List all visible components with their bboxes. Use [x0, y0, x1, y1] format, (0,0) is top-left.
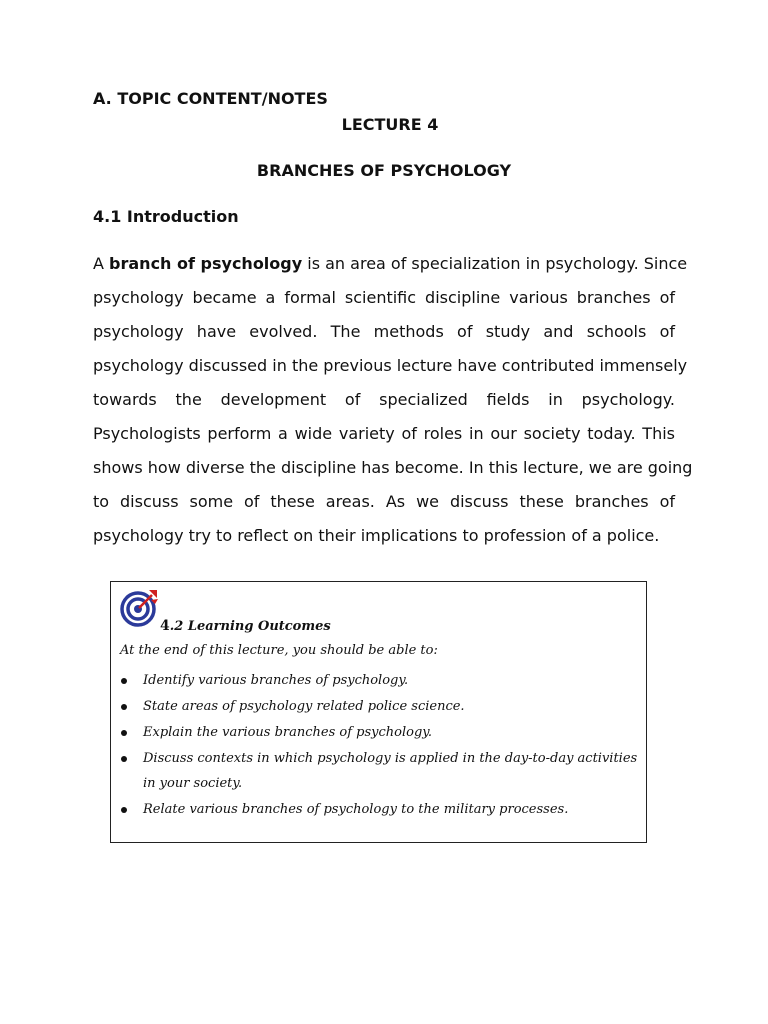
list-item: [120, 694, 640, 719]
bullet-icon: [121, 730, 127, 736]
paragraph-line: psychology discussed in the previous lecture have contributed immensely: [93, 356, 688, 375]
outcomes-intro: At the end of this lecture, you should be able to:: [120, 643, 438, 658]
list-item: [120, 797, 640, 822]
list-item: [120, 746, 640, 796]
paragraph-line: shows how diverse the discipline has become. In this lecture, we are going: [93, 458, 693, 477]
intro-paragraph: [93, 253, 693, 559]
paragraph-line: psychology have evolved. The methods of study and schools of: [93, 322, 675, 341]
bullet-icon: [121, 756, 127, 762]
paragraph-line: to discuss some of these areas. As we discuss these branches of: [93, 492, 675, 511]
outcomes-title-number: 4: [160, 618, 170, 634]
bullet-icon: [121, 678, 127, 684]
outcomes-title-text: .2 Learning Outcomes: [169, 619, 331, 634]
line-rest: is an area of specialization in psychology. Since: [302, 254, 688, 273]
lecture-label: LECTURE 4: [341, 115, 439, 134]
topic-heading: A. TOPIC CONTENT/NOTES: [93, 89, 328, 108]
bullet-icon: [121, 704, 127, 710]
outcomes-title: [160, 618, 331, 634]
bullet-icon: [121, 807, 127, 813]
paragraph-line: [93, 253, 688, 287]
list-item-text: Discuss contexts in which psychology is applied in the day-to-day activities in your society.: [143, 751, 638, 791]
section-heading: 4.1 Introduction: [93, 207, 239, 226]
list-item-text: Identify various branches of psychology.: [143, 673, 409, 688]
list-item-text: State areas of psychology related police science.: [143, 699, 465, 714]
outcomes-list: [120, 668, 640, 823]
bold-term: branch of psychology: [109, 254, 303, 273]
list-item: [120, 668, 640, 693]
list-item: [120, 720, 640, 745]
learning-outcomes-box: [110, 581, 647, 843]
paragraph-line: psychology try to reflect on their implications to profession of a police.: [93, 526, 660, 545]
line-lead: A: [93, 254, 110, 273]
list-item-text: Explain the various branches of psychology.: [143, 725, 433, 740]
list-item-text: Relate various branches of psychology to the military processes.: [143, 802, 569, 817]
page-title: BRANCHES OF PSYCHOLOGY: [256, 161, 512, 180]
paragraph-line: psychology became a formal scientific discipline various branches of: [93, 288, 675, 307]
target-icon: [120, 587, 160, 627]
paragraph-line: towards the development of specialized fields in psychology.: [93, 390, 675, 409]
paragraph-line: Psychologists perform a wide variety of roles in our society today. This: [93, 424, 675, 443]
